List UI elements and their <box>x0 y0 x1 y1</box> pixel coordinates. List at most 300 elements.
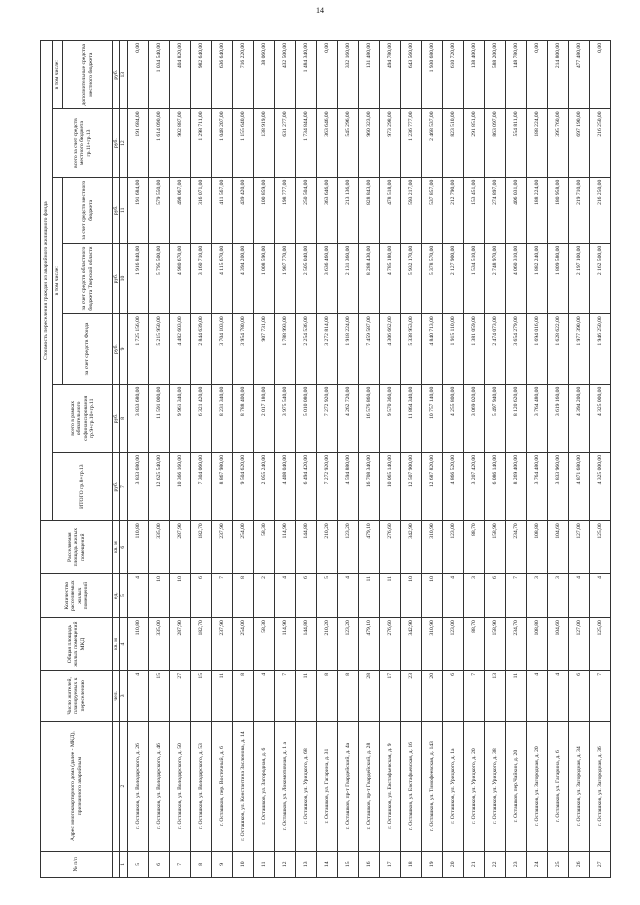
value-cell: 335,00 <box>148 618 169 671</box>
value-cell: 2 162 500,00 <box>589 243 610 313</box>
table-row <box>589 41 610 878</box>
value-cell: 108,80 <box>526 618 547 671</box>
value-cell: 697 190,00 <box>568 109 589 177</box>
header-financing: всего в рамках обязательного софинансирования гр.9+гр.10+гр.11 <box>53 384 113 452</box>
header-fund: за счет средств Фонда <box>63 314 113 384</box>
value-cell: 3 764 480,00 <box>526 384 547 452</box>
value-cell: 4 <box>127 574 148 618</box>
value-cell: 4 866 520,00 <box>442 453 463 521</box>
value-cell: 4 <box>274 574 295 618</box>
address-cell: г. Осташков, ул. Локомотивная, д. 1 а <box>274 721 295 851</box>
unit-cell: руб. <box>113 177 120 243</box>
value-cell: 1 946 250,00 <box>589 314 610 384</box>
address-cell: г. Осташков, ул. Загородная, д. 34 <box>568 721 589 851</box>
value-cell: 537 857,00 <box>421 177 442 243</box>
value-cell: 276,60 <box>379 618 400 671</box>
table-row <box>295 41 316 878</box>
value-cell: 1 977 390,00 <box>568 314 589 384</box>
value-cell: 404 820,00 <box>169 41 190 109</box>
value-cell: 411 567,00 <box>211 177 232 243</box>
value-cell: 114,90 <box>274 618 295 671</box>
value-cell: 7 272 920,00 <box>316 453 337 521</box>
value-cell: 4 840 713,00 <box>421 314 442 384</box>
row-number-cell: 12 <box>274 851 295 877</box>
value-cell: 12 625 540,00 <box>148 453 169 521</box>
unit-cell: кв. м <box>113 618 120 671</box>
value-cell: 477 480,00 <box>568 41 589 109</box>
value-cell: 8 288 430,00 <box>358 243 379 313</box>
value-cell: 131 480,00 <box>358 41 379 109</box>
table-row <box>421 41 442 878</box>
header-area-reloc: Расселяемая площадь жилых помещений <box>41 521 113 574</box>
value-cell: 219 710,00 <box>568 177 589 243</box>
column-number-cell: 13 <box>120 41 127 109</box>
address-cell: г. Осташков, ул. Урицкого, д. 68 <box>295 721 316 851</box>
value-cell: 498 067,00 <box>169 177 190 243</box>
value-cell: 8 269 400,00 <box>505 453 526 521</box>
unit-cell: руб. <box>113 453 120 521</box>
value-cell: 5 497 940,00 <box>484 384 505 452</box>
row-number-cell: 27 <box>589 851 610 877</box>
value-cell: 9 961 340,00 <box>169 384 190 452</box>
value-cell: 3 833 960,00 <box>547 453 568 521</box>
value-cell: 15 <box>190 671 211 722</box>
value-cell: 432 500,00 <box>274 41 295 109</box>
value-cell: 3 207 420,00 <box>463 453 484 521</box>
value-cell: 1 918 224,00 <box>337 314 358 384</box>
value-cell: 4 482 603,00 <box>169 314 190 384</box>
value-cell: 2 197 100,00 <box>568 243 589 313</box>
value-cell: 610 720,00 <box>442 41 463 109</box>
value-cell: 10 <box>421 574 442 618</box>
row-number-cell: 19 <box>421 851 442 877</box>
value-cell: 1 882 240,00 <box>526 243 547 313</box>
header-no: № п/п <box>41 851 113 877</box>
value-cell: 4 394 200,00 <box>232 243 253 313</box>
value-cell: 5 378 570,00 <box>421 243 442 313</box>
value-cell: 188 224,00 <box>526 177 547 243</box>
value-cell: 1 381 059,00 <box>463 314 484 384</box>
header-area-total: Общая площадь жилых помещений МКД <box>41 618 113 671</box>
page-number: 14 <box>316 6 324 15</box>
value-cell: 310,90 <box>421 521 442 574</box>
unit-cell <box>113 851 120 877</box>
value-cell: 1 484 340,00 <box>295 41 316 109</box>
value-cell: 291 851,00 <box>463 109 484 177</box>
value-cell: 479,10 <box>358 618 379 671</box>
table-row <box>526 41 547 878</box>
value-cell: 11 <box>211 671 232 722</box>
value-cell: 3 975 540,00 <box>274 384 295 452</box>
value-cell: 7 <box>274 671 295 722</box>
value-cell: 1 236 777,00 <box>400 109 421 177</box>
column-number-cell: 2 <box>120 721 127 851</box>
address-cell: г. Осташков, пер.Чайкин, д. 20 <box>505 721 526 851</box>
value-cell: 1 930 680,00 <box>421 41 442 109</box>
value-cell: 127,00 <box>568 521 589 574</box>
value-cell: 58,30 <box>253 521 274 574</box>
address-cell: г. Осташков, ул. Гагарина, д. 31 <box>316 721 337 851</box>
value-cell: 332 160,00 <box>337 41 358 109</box>
table-row <box>232 41 253 878</box>
address-cell: г. Осташков, ул. Евстафьевская, д. 16 <box>400 721 421 851</box>
value-cell: 2 748 970,00 <box>484 243 505 313</box>
value-cell: 216 250,00 <box>589 177 610 243</box>
address-cell: г. Осташков, ул. Урицкого, д. 1а <box>442 721 463 851</box>
value-cell: 191 684,00 <box>127 177 148 243</box>
value-cell: 144,80 <box>295 618 316 671</box>
value-cell: 4 <box>127 671 148 722</box>
table-row <box>568 41 589 878</box>
value-cell: 144,80 <box>295 521 316 574</box>
header-extra: дополнительные средства местного бюджета <box>63 41 113 109</box>
value-cell: 1 534 510,00 <box>463 243 484 313</box>
header-incl2: в том числе: <box>53 41 63 109</box>
value-cell: 250 504,00 <box>295 177 316 243</box>
value-cell: 2 254 536,00 <box>295 314 316 384</box>
value-cell: 342,90 <box>400 618 421 671</box>
row-number-cell: 24 <box>526 851 547 877</box>
value-cell: 4 <box>547 671 568 722</box>
value-cell: 138 919,00 <box>253 109 274 177</box>
value-cell: 960 323,00 <box>358 109 379 177</box>
value-cell: 588 200,00 <box>484 41 505 109</box>
value-cell: 15 <box>148 671 169 722</box>
table-row <box>463 41 484 878</box>
value-cell: 123,20 <box>337 618 358 671</box>
value-cell: 180 958,00 <box>547 177 568 243</box>
value-cell: 23 <box>400 671 421 722</box>
table-row <box>211 41 232 878</box>
value-cell: 13 <box>484 671 505 722</box>
table-body <box>127 41 610 878</box>
value-cell: 216 250,00 <box>589 109 610 177</box>
value-cell: 125,00 <box>589 618 610 671</box>
table-row <box>547 41 568 878</box>
address-cell: г. Осташков, ул. Загородная, д. 6 <box>253 721 274 851</box>
value-cell: 10 366 160,00 <box>169 453 190 521</box>
column-number-row <box>120 41 127 878</box>
value-cell: 153 451,00 <box>463 177 484 243</box>
value-cell: 3 272 814,00 <box>316 314 337 384</box>
value-cell: 7 <box>589 671 610 722</box>
table-row <box>169 41 190 878</box>
value-cell: 287,90 <box>169 521 190 574</box>
header-address: Адрес многоквартирного дома (далее - МКД), признанного аварийным <box>41 721 113 851</box>
header-incl: в том числе: <box>53 177 63 384</box>
value-cell: 38 060,00 <box>253 41 274 109</box>
column-number-cell: 7 <box>120 453 127 521</box>
value-cell: 138 400,00 <box>463 41 484 109</box>
value-cell: 335,00 <box>148 521 169 574</box>
value-cell: 104,60 <box>547 618 568 671</box>
value-cell: 406 031,00 <box>505 177 526 243</box>
row-number-cell: 5 <box>127 851 148 877</box>
value-cell: 4 325 000,00 <box>589 453 610 521</box>
table-row <box>505 41 526 878</box>
value-cell: 973 298,00 <box>379 109 400 177</box>
column-number-cell: 10 <box>120 243 127 313</box>
value-cell: 1 809 580,00 <box>547 243 568 313</box>
value-cell: 11 <box>379 574 400 618</box>
value-cell: 2 468 537,00 <box>421 109 442 177</box>
column-number-cell: 12 <box>120 109 127 177</box>
unit-cell <box>113 721 120 851</box>
value-cell: 5 932 170,00 <box>400 243 421 313</box>
row-number-cell: 23 <box>505 851 526 877</box>
value-cell: 287,90 <box>169 618 190 671</box>
value-cell: 237,90 <box>211 618 232 671</box>
address-cell: г. Осташков, ул. Гагарина, д. 6 <box>547 721 568 851</box>
value-cell: 254,00 <box>232 618 253 671</box>
value-cell: 3 160 710,00 <box>190 243 211 313</box>
value-cell: 6 <box>484 574 505 618</box>
address-cell: г. Осташков, ул. Володарского, д. 50 <box>169 721 190 851</box>
value-cell: 823 510,00 <box>442 109 463 177</box>
value-cell: 494 780,00 <box>379 41 400 109</box>
value-cell: 3 <box>463 574 484 618</box>
row-number-cell: 20 <box>442 851 463 877</box>
value-cell: 20 <box>421 671 442 722</box>
value-cell: 11 864 340,00 <box>400 384 421 452</box>
value-cell: 2 127 900,00 <box>442 243 463 313</box>
value-cell: 8 788 400,00 <box>232 384 253 452</box>
value-cell: 3 <box>526 574 547 618</box>
header-local-total: всего за счет средств местного бюджета гр.11+гр.13 <box>53 109 113 177</box>
value-cell: 4 394 200,00 <box>568 384 589 452</box>
value-cell: 127,00 <box>568 618 589 671</box>
unit-cell: руб. <box>113 109 120 177</box>
value-cell: 16 708 340,00 <box>358 453 379 521</box>
unit-cell: ед. <box>113 574 120 618</box>
value-cell: 8 <box>232 574 253 618</box>
column-number-cell: 6 <box>120 521 127 574</box>
value-cell: 4 <box>442 574 463 618</box>
value-cell: 3 954 780,00 <box>232 314 253 384</box>
row-number-cell: 10 <box>232 851 253 877</box>
value-cell: 110,80 <box>127 618 148 671</box>
header-region: за счет средств областного бюджета Тверской области <box>63 243 113 313</box>
value-cell: 158,90 <box>484 521 505 574</box>
value-cell: 554 811,00 <box>505 109 526 177</box>
value-cell: 4 262 720,00 <box>337 384 358 452</box>
value-cell: 100 859,00 <box>253 177 274 243</box>
value-cell: 3 764 480,00 <box>526 453 547 521</box>
value-cell: 3 619 160,00 <box>547 384 568 452</box>
value-cell: 2 844 639,00 <box>190 314 211 384</box>
value-cell: 1 298 711,00 <box>190 109 211 177</box>
relocation-cost-table <box>40 40 611 878</box>
address-cell: г. Осташков, ул. Володарского, д. 46 <box>148 721 169 851</box>
value-cell: 5 <box>316 574 337 618</box>
value-cell: 4 980 670,00 <box>169 243 190 313</box>
row-number-cell: 16 <box>358 851 379 877</box>
value-cell: 27 <box>169 671 190 722</box>
value-cell: 478 518,00 <box>379 177 400 243</box>
table-row <box>358 41 379 878</box>
table-row <box>337 41 358 878</box>
column-number-cell: 5 <box>120 574 127 618</box>
value-cell: 4 325 000,00 <box>589 384 610 452</box>
table-row <box>484 41 505 878</box>
address-cell: г. Осташков, пер. Восточный, д. 6 <box>211 721 232 851</box>
value-cell: 4 115 670,00 <box>211 243 232 313</box>
value-cell: 439 420,00 <box>232 177 253 243</box>
value-cell: 237,90 <box>211 521 232 574</box>
address-cell: г. Осташков, ул. Константина Заслонова, д. 14 <box>232 721 253 851</box>
value-cell: 10 <box>169 574 190 618</box>
value-cell: 212 790,00 <box>442 177 463 243</box>
value-cell: 2 017 180,00 <box>253 384 274 452</box>
value-cell: 123,00 <box>442 521 463 574</box>
value-cell: 479,10 <box>358 521 379 574</box>
value-cell: 1 628 622,00 <box>547 314 568 384</box>
row-number-cell: 11 <box>253 851 274 877</box>
value-cell: 4 060 310,00 <box>505 243 526 313</box>
row-number-cell: 15 <box>337 851 358 877</box>
unit-cell: кв. м <box>113 521 120 574</box>
unit-cell: руб. <box>113 314 120 384</box>
header-local: за счет средств местного бюджета <box>63 177 113 243</box>
address-cell: г. Осташков, ул. Володарского, д. 26 <box>127 721 148 851</box>
value-cell: 234,70 <box>505 521 526 574</box>
value-cell: 210,20 <box>316 618 337 671</box>
value-cell: 17 <box>379 671 400 722</box>
value-cell: 7 <box>463 671 484 722</box>
value-cell: 863 097,00 <box>484 109 505 177</box>
row-number-cell: 22 <box>484 851 505 877</box>
address-cell: г. Осташков, пр-т Гвардейский, д. 28 <box>358 721 379 851</box>
table-row <box>400 41 421 878</box>
value-cell: 4 785 180,00 <box>379 243 400 313</box>
value-cell: 579 550,00 <box>148 177 169 243</box>
value-cell: 4 <box>526 671 547 722</box>
value-cell: 4 408 040,00 <box>274 453 295 521</box>
value-cell: 0,00 <box>127 41 148 109</box>
value-cell: 125,00 <box>589 521 610 574</box>
value-cell: 10 <box>148 574 169 618</box>
unit-cell: руб. <box>113 41 120 109</box>
value-cell: 148 780,00 <box>505 41 526 109</box>
value-cell: 6 <box>190 574 211 618</box>
value-cell: 316 071,00 <box>190 177 211 243</box>
value-cell: 6 <box>295 574 316 618</box>
value-cell: 0,00 <box>526 41 547 109</box>
value-cell: 902 887,00 <box>169 109 190 177</box>
value-cell: 2 131 360,00 <box>337 243 358 313</box>
value-cell: 88,70 <box>463 618 484 671</box>
value-cell: 158,90 <box>484 618 505 671</box>
value-cell: 2 055 240,00 <box>253 453 274 521</box>
rotated-table-wrapper <box>40 40 603 878</box>
value-cell: 11 <box>505 671 526 722</box>
value-cell: 10 065 140,00 <box>379 453 400 521</box>
row-number-cell: 9 <box>211 851 232 877</box>
row-number-cell: 18 <box>400 851 421 877</box>
value-cell: 636 640,00 <box>211 41 232 109</box>
value-cell: 6 <box>568 671 589 722</box>
value-cell: 7 459 587,00 <box>358 314 379 384</box>
value-cell: 4 594 880,00 <box>337 453 358 521</box>
value-cell: 2 505 040,00 <box>295 243 316 313</box>
value-cell: 7 304 060,00 <box>190 453 211 521</box>
value-cell: 11 <box>358 574 379 618</box>
address-cell: г. Осташков, ул. Урицкого, д. 38 <box>484 721 505 851</box>
value-cell: 982 640,00 <box>190 41 211 109</box>
value-cell: 5 338 953,00 <box>400 314 421 384</box>
value-cell: 6 321 420,00 <box>190 384 211 452</box>
value-cell: 3 636 460,00 <box>316 243 337 313</box>
value-cell: 8 <box>337 671 358 722</box>
row-number-cell: 14 <box>316 851 337 877</box>
value-cell: 310,90 <box>421 618 442 671</box>
value-cell: 3 833 680,00 <box>127 384 148 452</box>
value-cell: 1 734 844,00 <box>295 109 316 177</box>
table-row <box>274 41 295 878</box>
column-number-cell: 3 <box>120 671 127 722</box>
row-number-cell: 25 <box>547 851 568 877</box>
value-cell: 1 048 207,00 <box>211 109 232 177</box>
value-cell: 363 646,00 <box>316 109 337 177</box>
value-cell: 6 494 420,00 <box>295 453 316 521</box>
table-row <box>148 41 169 878</box>
value-cell: 4 <box>337 574 358 618</box>
address-cell: г. Осташков, ул. Загородная, д. 20 <box>526 721 547 851</box>
value-cell: 254,00 <box>232 521 253 574</box>
value-cell: 1 614 090,00 <box>148 109 169 177</box>
row-number-cell: 8 <box>190 851 211 877</box>
value-cell: 3 833 680,00 <box>127 453 148 521</box>
value-cell: 276,60 <box>379 521 400 574</box>
value-cell: 3 069 020,00 <box>463 384 484 452</box>
value-cell: 0,00 <box>589 41 610 109</box>
value-cell: 8 867 980,00 <box>211 453 232 521</box>
row-number-cell: 13 <box>295 851 316 877</box>
value-cell: 631 277,00 <box>274 109 295 177</box>
column-number-cell: 9 <box>120 314 127 384</box>
value-cell: 7 <box>505 574 526 618</box>
header-total: ИТОГО гр.8+гр.13 <box>53 453 113 521</box>
value-cell: 8 <box>316 671 337 722</box>
value-cell: 7 <box>211 574 232 618</box>
address-cell: г. Осташков, ул. Урицкого, д. 20 <box>463 721 484 851</box>
row-number-cell: 17 <box>379 851 400 877</box>
header-residents: Число жителей, планируемых к переселению <box>41 671 113 722</box>
value-cell: 4 <box>568 574 589 618</box>
row-number-cell: 26 <box>568 851 589 877</box>
value-cell: 88,70 <box>463 521 484 574</box>
value-cell: 4 255 800,00 <box>442 384 463 452</box>
value-cell: 4 <box>589 574 610 618</box>
value-cell: 4 306 662,00 <box>379 314 400 384</box>
table-row <box>442 41 463 878</box>
value-cell: 2 <box>253 574 274 618</box>
value-cell: 9 570 360,00 <box>379 384 400 452</box>
units-row <box>113 41 120 878</box>
value-cell: 213 136,00 <box>337 177 358 243</box>
value-cell: 4 <box>253 671 274 722</box>
unit-cell: руб. <box>113 384 120 452</box>
value-cell: 10 757 140,00 <box>421 384 442 452</box>
unit-cell: руб. <box>113 243 120 313</box>
value-cell: 3 654 279,00 <box>505 314 526 384</box>
value-cell: 188 224,00 <box>526 109 547 177</box>
value-cell: 6 <box>442 671 463 722</box>
value-cell: 342,90 <box>400 521 421 574</box>
table-row <box>379 41 400 878</box>
address-cell: г. Осташков, пр-т Гвардейский, д. 4а <box>337 721 358 851</box>
column-number-cell: 1 <box>120 851 127 877</box>
